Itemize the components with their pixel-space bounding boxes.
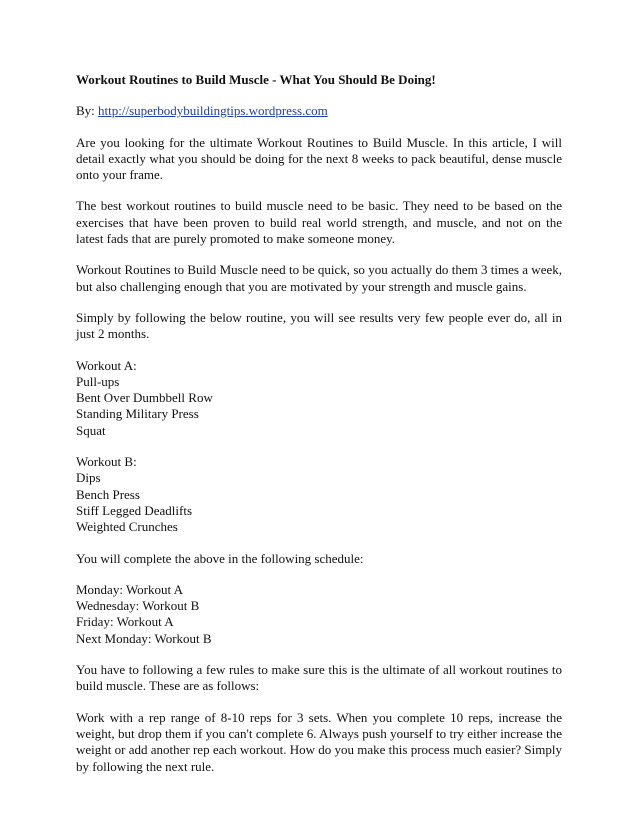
list-item: Pull-ups bbox=[76, 373, 120, 389]
author-link[interactable]: http://superbodybuildingtips.wordpress.com bbox=[98, 103, 328, 119]
list-item: Friday: Workout A bbox=[76, 614, 174, 630]
schedule-list bbox=[76, 582, 562, 647]
byline bbox=[76, 103, 562, 119]
workout-b-list bbox=[76, 454, 562, 535]
workout-b-heading: Workout B: bbox=[76, 454, 137, 470]
byline-prefix: By: bbox=[76, 103, 99, 119]
paragraph-basic: The best workout routines to build muscle need to be basic. They need to be based on the exercises that have been proven to build real world strength, and muscle, and not on the latest fads that are purely promoted to make someone money. bbox=[76, 198, 562, 247]
paragraph-simply: Simply by following the below routine, you will see results very few people ever do, all in just 2 months. bbox=[76, 309, 562, 342]
list-item: Bench Press bbox=[76, 486, 140, 502]
workout-a-heading: Workout A: bbox=[76, 357, 137, 373]
document-title: Workout Routines to Build Muscle - What You Should Be Doing! bbox=[76, 72, 436, 87]
list-item: Stiff Legged Deadlifts bbox=[76, 502, 193, 518]
list-item: Standing Military Press bbox=[76, 406, 199, 422]
paragraph-rep-range: Work with a rep range of 8-10 reps for 3 sets. When you complete 10 reps, increase the weight, but drop them if you can't complete 6. Always push yourself to try either increase the weight or add another rep each workout. How do you make this process much easier? Simply by following the next rule. bbox=[76, 709, 562, 774]
list-item: Bent Over Dumbbell Row bbox=[76, 390, 213, 406]
paragraph-intro: Are you looking for the ultimate Workout Routines to Build Muscle. In this article, I will detail exactly what you should be doing for the next 8 weeks to pack beautiful, dense muscle onto your frame. bbox=[76, 134, 562, 183]
paragraph-rules-intro: You have to following a few rules to make sure this is the ultimate of all workout routines to build muscle. These are as follows: bbox=[76, 662, 562, 694]
list-item: Wednesday: Workout B bbox=[76, 598, 200, 614]
list-item: Squat bbox=[76, 422, 106, 438]
paragraph-schedule-intro: You will complete the above in the following schedule: bbox=[76, 550, 364, 566]
list-item: Monday: Workout A bbox=[76, 581, 184, 597]
list-item: Next Monday: Workout B bbox=[76, 630, 212, 646]
document-page bbox=[76, 72, 562, 775]
list-item: Dips bbox=[76, 470, 101, 486]
paragraph-quick: Workout Routines to Build Muscle need to be quick, so you actually do them 3 times a week, but also challenging enough that you are motivated by your strength and muscle gains. bbox=[76, 262, 562, 294]
workout-a-list bbox=[76, 358, 562, 439]
list-item: Weighted Crunches bbox=[76, 519, 178, 535]
